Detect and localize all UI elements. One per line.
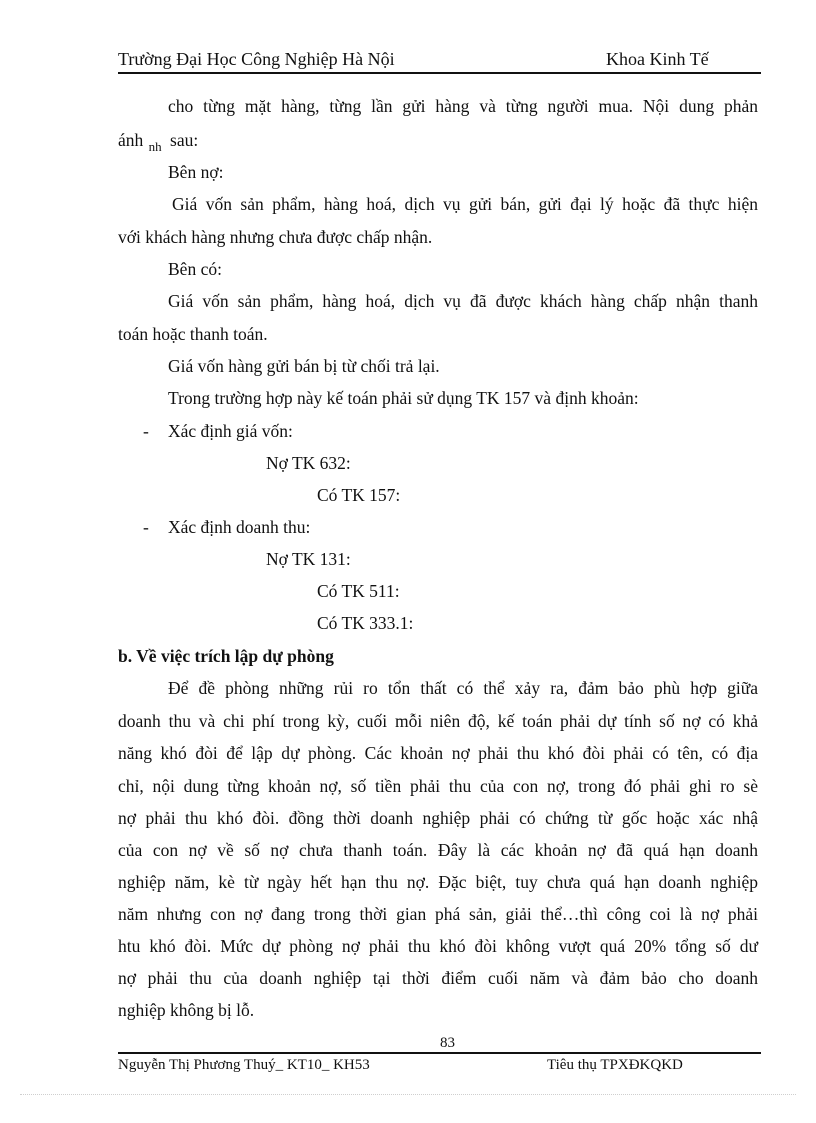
page-bottom-dotted-line xyxy=(20,1094,796,1095)
tk157-intro: Trong trường hợp này kế toán phải sử dụng TK 157 và định khoản: xyxy=(168,388,639,408)
body-line-1: cho từng mặt hàng, từng lần gửi hàng và từng người mua. Nội dung phản xyxy=(168,96,758,116)
paragraph-line-5: nợ phải thu khó đòi. đồng thời doanh nghiệp phải có chứng từ gốc hoặc xác nhậ xyxy=(118,808,758,828)
footer-author: Nguyễn Thị Phương Thuý_ KT10_ KH53 xyxy=(118,1057,370,1073)
debit-desc-line-2: với khách hàng nhưng chưa được chấp nhận. xyxy=(118,227,433,247)
body-line-2-text: ánh xyxy=(118,130,144,150)
header-school-name: Trường Đại Học Công Nghiệp Hà Nội xyxy=(118,49,395,69)
paragraph-line-2: doanh thu và chi phí trong kỳ, cuối mỗi niên độ, kế toán phải dự tính số nợ có khả xyxy=(118,711,758,731)
entry-debit-131: Nợ TK 131: xyxy=(266,549,351,569)
header-faculty-name: Khoa Kinh Tế xyxy=(606,49,709,69)
debit-desc-line-1: Giá vốn sản phẩm, hàng hoá, dịch vụ gửi bán, gửi đại lý hoặc đã thực hiện xyxy=(172,194,758,214)
paragraph-line-4: chỉ, nội dung từng khoản nợ, số tiền phải thu của con nợ, trong đó phải ghi ro sè xyxy=(118,776,758,796)
credit-desc-line-1: Giá vốn sản phẩm, hàng hoá, dịch vụ đã được khách hàng chấp nhận thanh xyxy=(168,291,758,311)
page-number: 83 xyxy=(440,1035,455,1051)
entry-credit-157: Có TK 157: xyxy=(317,485,401,505)
paragraph-line-9: htu khó đòi. Mức dự phòng nợ phải thu khó đòi không vượt quá 20% tổng số dư xyxy=(118,936,758,956)
entry-credit-511: Có TK 511: xyxy=(317,581,400,601)
footer-rule xyxy=(118,1052,761,1054)
body-line-2 xyxy=(118,130,758,154)
body-line-2-end: sau: xyxy=(170,130,199,150)
paragraph-line-6: của con nợ về số nợ chưa thanh toán. Đây là các khoản nợ đã quá hạn doanh xyxy=(118,840,758,860)
footer-topic: Tiêu thụ TPXĐKQKD xyxy=(547,1057,683,1073)
paragraph-line-1: Để đề phòng những rủi ro tổn thất có thể xảy ra, đảm bảo phù hợp giữa xyxy=(168,678,758,698)
paragraph-line-7: nghiệp năm, kè từ ngày hết hạn thu nợ. Đặc biệt, tuy chưa quá hạn doanh nghiệp xyxy=(118,872,758,892)
debit-label: Bên nợ: xyxy=(168,162,224,182)
credit-desc-line-3: Giá vốn hàng gửi bán bị từ chối trả lại. xyxy=(168,356,440,376)
revenue-determination: Xác định doanh thu: xyxy=(168,517,311,537)
entry-credit-3331: Có TK 333.1: xyxy=(317,613,414,633)
paragraph-line-3: năng khó đòi để lập dự phòng. Các khoản nợ phải thu khó đòi phải có tên, có địa xyxy=(118,743,758,763)
paragraph-line-8: năm nhưng con nợ đang trong thời gian phá sản, giải thể…thì công coi là nợ phải xyxy=(118,904,758,924)
credit-desc-line-2: toán hoặc thanh toán. xyxy=(118,324,268,344)
body-line-2-sub: nh xyxy=(148,139,162,154)
paragraph-line-11: nghiệp không bị lỗ. xyxy=(118,1000,255,1020)
header-rule xyxy=(118,72,761,74)
credit-label: Bên có: xyxy=(168,259,222,279)
cost-determination: Xác định giá vốn: xyxy=(168,421,293,441)
section-heading: b. Về việc trích lập dự phòng xyxy=(118,646,334,666)
paragraph-line-10: nợ phải thu của doanh nghiệp tại thời điểm cuối năm và đảm bảo cho doanh xyxy=(118,968,758,988)
entry-debit-632: Nợ TK 632: xyxy=(266,453,351,473)
bullet-dash-2: - xyxy=(143,517,149,537)
bullet-dash-1: - xyxy=(143,421,149,441)
